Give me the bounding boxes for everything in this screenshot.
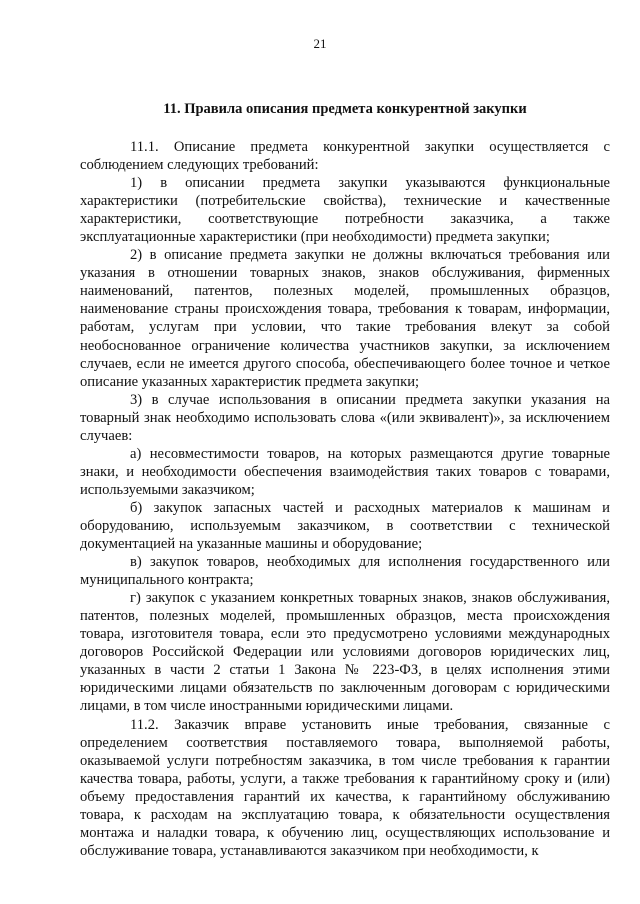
section-title: 11. Правила описания предмета конкурентной закупки <box>163 101 527 117</box>
paragraph-subitem-b: б) закупок запасных частей и расходных материалов к машинам и оборудованию, используемым заказчиком, в соответствии с технической документацией на указанные машины и оборудование; <box>80 499 610 553</box>
paragraph-11-2: 11.2. Заказчик вправе установить иные требования, связанные с определением соответствия поставляемого товара, выполняемой работы, оказываемой услуги потребностям заказчика, в том числе требования к гарантии качества товара, работы, услуги, а также требования к гарантийному сроку и (или) объему предоставления гарантий их качества, к гарантийному обслуживанию товара, к расходам на эксплуатацию товара, к обязательности осуществления монтажа и наладки товара, к обучению лиц, осуществляющих использование и обслуживание товара, устанавливаются заказчиком при необходимости, к <box>80 716 610 859</box>
paragraph-item-3: 3) в случае использования в описании предмета закупки указания на товарный знак необходимо использовать слова «(или эквивалент)», за исключением случаев: <box>80 391 610 444</box>
paragraph-subitem-a: а) несовместимости товаров, на которых размещаются другие товарные знаки, и необходимости обеспечения взаимодействия таких товаров с товарами, используемыми заказчиком; <box>80 445 610 498</box>
paragraph-item-2: 2) в описание предмета закупки не должны включаться требования или указания в отношении товарных знаков, знаков обслуживания, фирменных наименований, патентов, полезных моделей, промышленных образцов, наименование страны происхождения товара, требования к товарам, информации, работам, услугам при условии, что такие требования влекут за собой необоснованное ограничение количества участников закупки, за исключением случаев, если не имеется другого способа, обеспечивающего более точное и четкое описание указанных характеристик предмета закупки; <box>80 247 610 390</box>
page-number: 21 <box>313 36 327 51</box>
document-body <box>80 138 610 860</box>
paragraph-subitem-v: в) закупок товаров, необходимых для исполнения государственного или муниципального контракта; <box>80 554 610 589</box>
paragraph-subitem-g: г) закупок с указанием конкретных товарных знаков, знаков обслуживания, патентов, полезных моделей, промышленных образцов, места происхождения товара, изготовителя товара, если это предусмотрено условиями международных договоров Российской Федерации или условиями договоров юридических лиц, указанных в части 2 статьи 1 Закона № 223-ФЗ, в целях исполнения этими юридическими лицами обязательств по заключенным договорам с юридическими лицами, в том числе иностранными юридическими лицами. <box>80 590 610 715</box>
paragraph-item-1: 1) в описании предмета закупки указываются функциональные характеристики (потребительские свойства), технические и качественные характеристики, соответствующие потребности заказчика, а также эксплуатационные характеристики (при необходимости) предмета закупки; <box>80 175 610 246</box>
paragraph-11-1: 11.1. Описание предмета конкурентной закупки осуществляется с соблюдением следующих требований: <box>80 139 610 174</box>
